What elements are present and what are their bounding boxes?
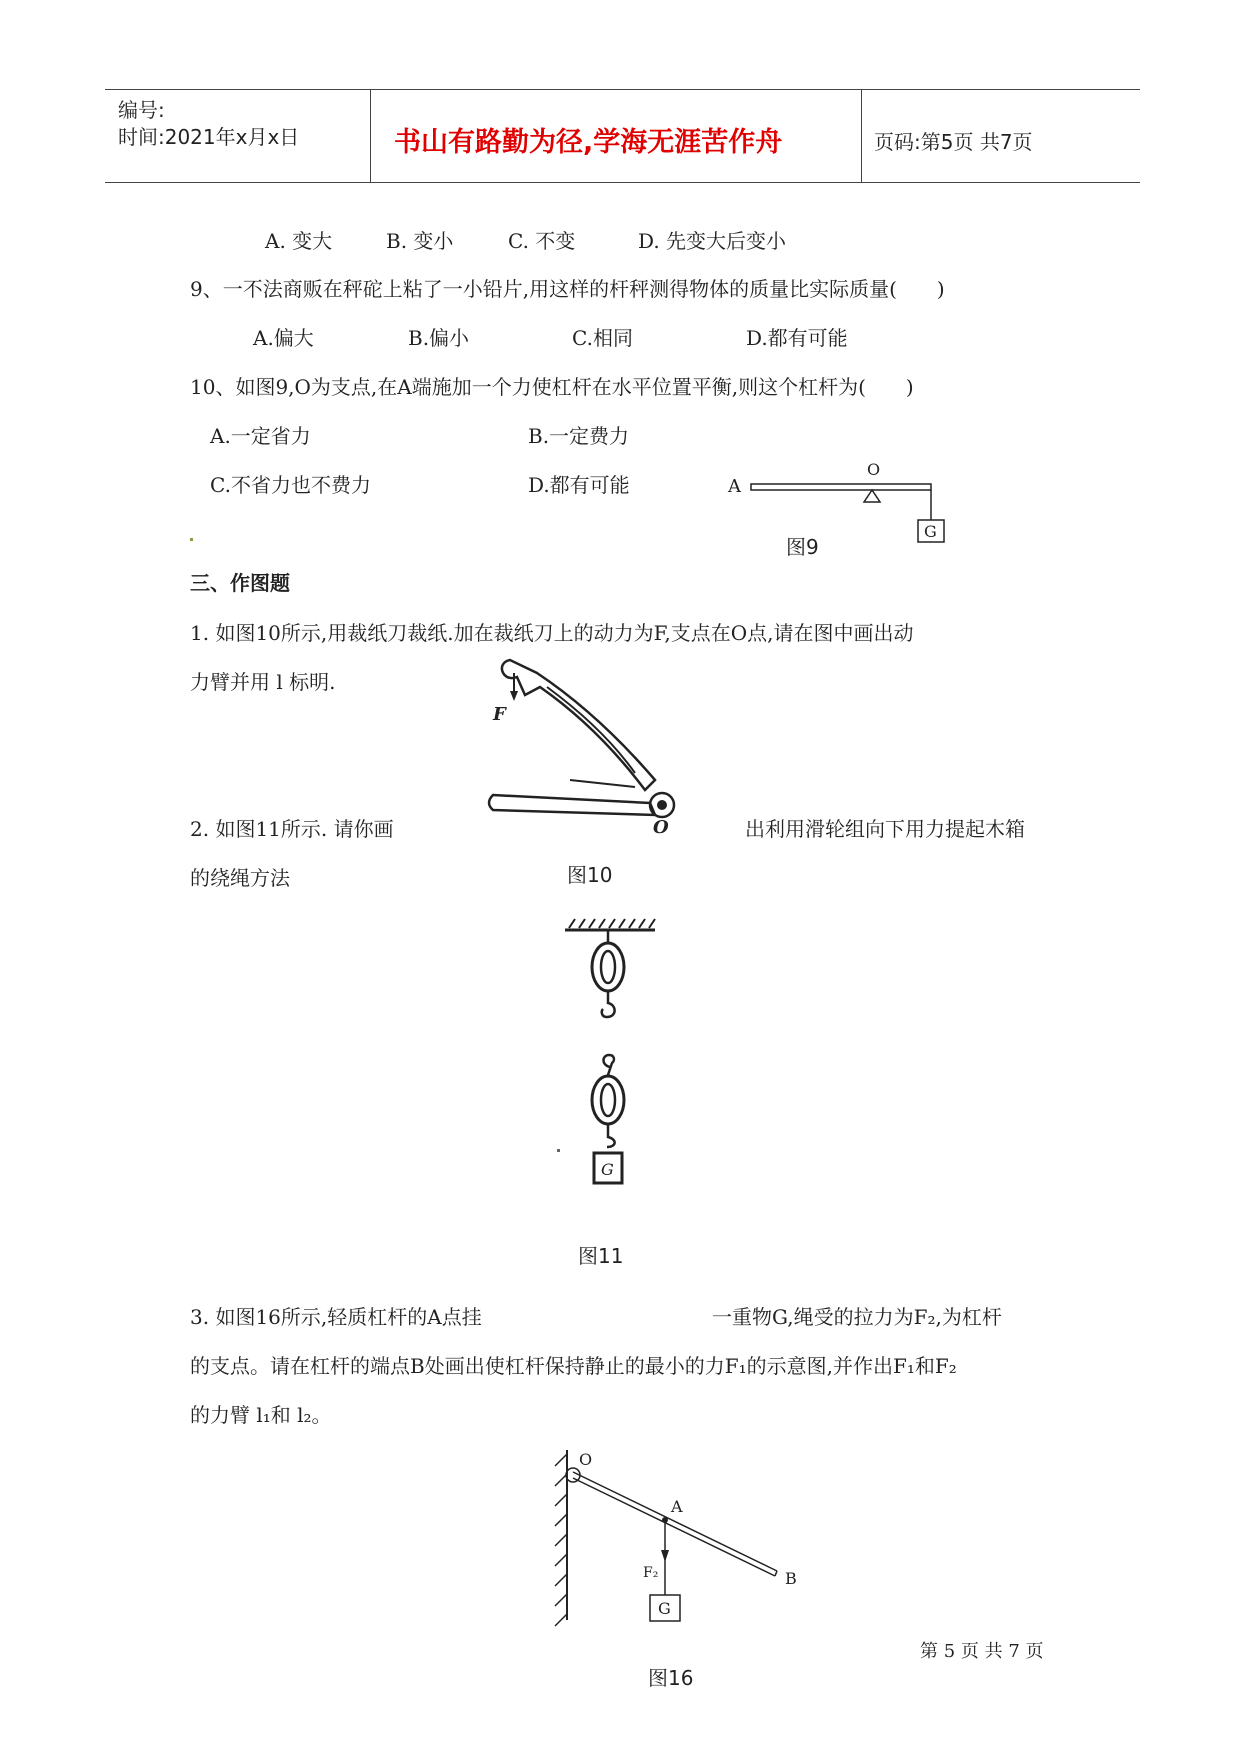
fig9-label-a: A — [728, 476, 741, 497]
q10-text: 10、如图9,O为支点,在A端施加一个力使杠杆在水平位置平衡,则这个杠杆为( ) — [190, 375, 914, 399]
figure-16-caption: 图16 — [648, 1666, 694, 1690]
d2-line2: 的绕绳方法 — [190, 866, 290, 890]
d2-left: 2. 如图11所示. 请你画 — [190, 817, 394, 841]
fig9-label-o: O — [867, 460, 881, 479]
fig11-movable-pulley-inner — [601, 1084, 615, 1116]
header-time-label: 时间:2021年x月x日 — [118, 125, 300, 149]
stray-dot — [190, 538, 193, 541]
fig16-lever-end — [775, 1571, 777, 1576]
fig10-label-o: O — [653, 817, 669, 838]
fig16-lever-top-edge — [573, 1472, 777, 1571]
q9-option-c: C.相同 — [572, 326, 633, 350]
fig11-ceiling-hatch — [569, 919, 655, 928]
fig16-label-a: A — [671, 1497, 683, 1516]
fig16-label-o: O — [579, 1450, 593, 1469]
q8-option-c: C. 不变 — [508, 229, 576, 253]
fig11-label-g: G — [601, 1160, 614, 1179]
figure-10-paper-cutter — [485, 655, 715, 838]
figure-9-caption: 图9 — [786, 535, 819, 559]
d2-right: 出利用滑轮组向下用力提起木箱 — [745, 817, 1025, 841]
d1-line1: 1. 如图10所示,用裁纸刀裁纸.加在裁纸刀上的动力为F,支点在O点,请在图中画出动 — [190, 621, 914, 645]
fig16-lever-bottom-edge — [573, 1478, 775, 1576]
section-3-title: 三、作图题 — [190, 571, 290, 595]
fig16-f2-arrowhead — [661, 1550, 669, 1562]
fig11-fixed-pulley-inner — [601, 951, 615, 983]
fig10-label-f: F — [493, 704, 506, 725]
fig11-fixed-hook — [602, 991, 615, 1017]
figure-10-caption: 图10 — [567, 863, 613, 887]
q10-option-a: A.一定省力 — [210, 424, 311, 448]
d1-line2: 力臂并用 l 标明. — [190, 670, 336, 694]
fig9-fulcrum — [864, 490, 880, 502]
figure-11-caption: 图11 — [578, 1244, 624, 1268]
q9-option-d: D.都有可能 — [746, 326, 848, 350]
fig9-label-g: G — [924, 522, 937, 541]
figure-16-lever — [545, 1440, 815, 1640]
d3-line1-left: 3. 如图16所示,轻质杠杆的A点挂 — [190, 1305, 482, 1329]
fig16-label-b: B — [785, 1569, 797, 1588]
header-divider-right — [861, 89, 862, 183]
fig11-movable-bottom-hook — [607, 1124, 615, 1147]
header-number-label: 编号: — [118, 98, 165, 122]
fig10-handle-lower — [570, 780, 635, 787]
q8-option-d: D. 先变大后变小 — [638, 229, 787, 253]
figure-9-lever — [725, 455, 955, 545]
q9-option-a: A.偏大 — [253, 326, 314, 350]
fig10-force-arrowhead — [510, 691, 518, 701]
q8-option-a: A. 变大 — [265, 229, 333, 253]
q10-option-b: B.一定费力 — [528, 424, 630, 448]
d3-line2: 的支点。请在杠杆的端点B处画出使杠杆保持静止的最小的力F₁的示意图,并作出F₁和F₂ — [190, 1354, 957, 1378]
q10-option-d: D.都有可能 — [528, 473, 630, 497]
fig16-label-f2: F₂ — [643, 1565, 659, 1581]
footer-page-number: 第 5 页 共 7 页 — [920, 1641, 1044, 1662]
fig16-label-g: G — [658, 1599, 671, 1618]
d3-line3: 的力臂 l₁和 l₂。 — [190, 1403, 332, 1427]
fig9-lever-bar — [751, 484, 931, 490]
fig10-base — [489, 795, 655, 815]
q9-option-b: B.偏小 — [408, 326, 470, 350]
header-bottom-rule — [105, 182, 1140, 183]
q10-option-c: C.不省力也不费力 — [210, 473, 371, 497]
header-top-rule — [105, 89, 1140, 90]
fig10-pivot-inner — [657, 800, 667, 810]
header-page-label: 页码:第5页 共7页 — [874, 130, 1033, 154]
fig16-wall-hatch — [555, 1454, 567, 1626]
q8-option-b: B. 变小 — [386, 229, 454, 253]
header-divider-left — [370, 89, 371, 183]
figure-11-pulleys — [555, 915, 665, 1215]
d3-line1-right: 一重物G,绳受的拉力为F₂,为杠杆 — [712, 1305, 1002, 1329]
fig11-movable-top-hook — [604, 1055, 614, 1075]
stray-dot-2 — [557, 1149, 560, 1152]
header-motto: 书山有路勤为径,学海无涯苦作舟 — [394, 127, 783, 158]
q9-text: 9、一不法商贩在秤砣上粘了一小铅片,用这样的杆秤测得物体的质量比实际质量( ) — [190, 277, 945, 301]
